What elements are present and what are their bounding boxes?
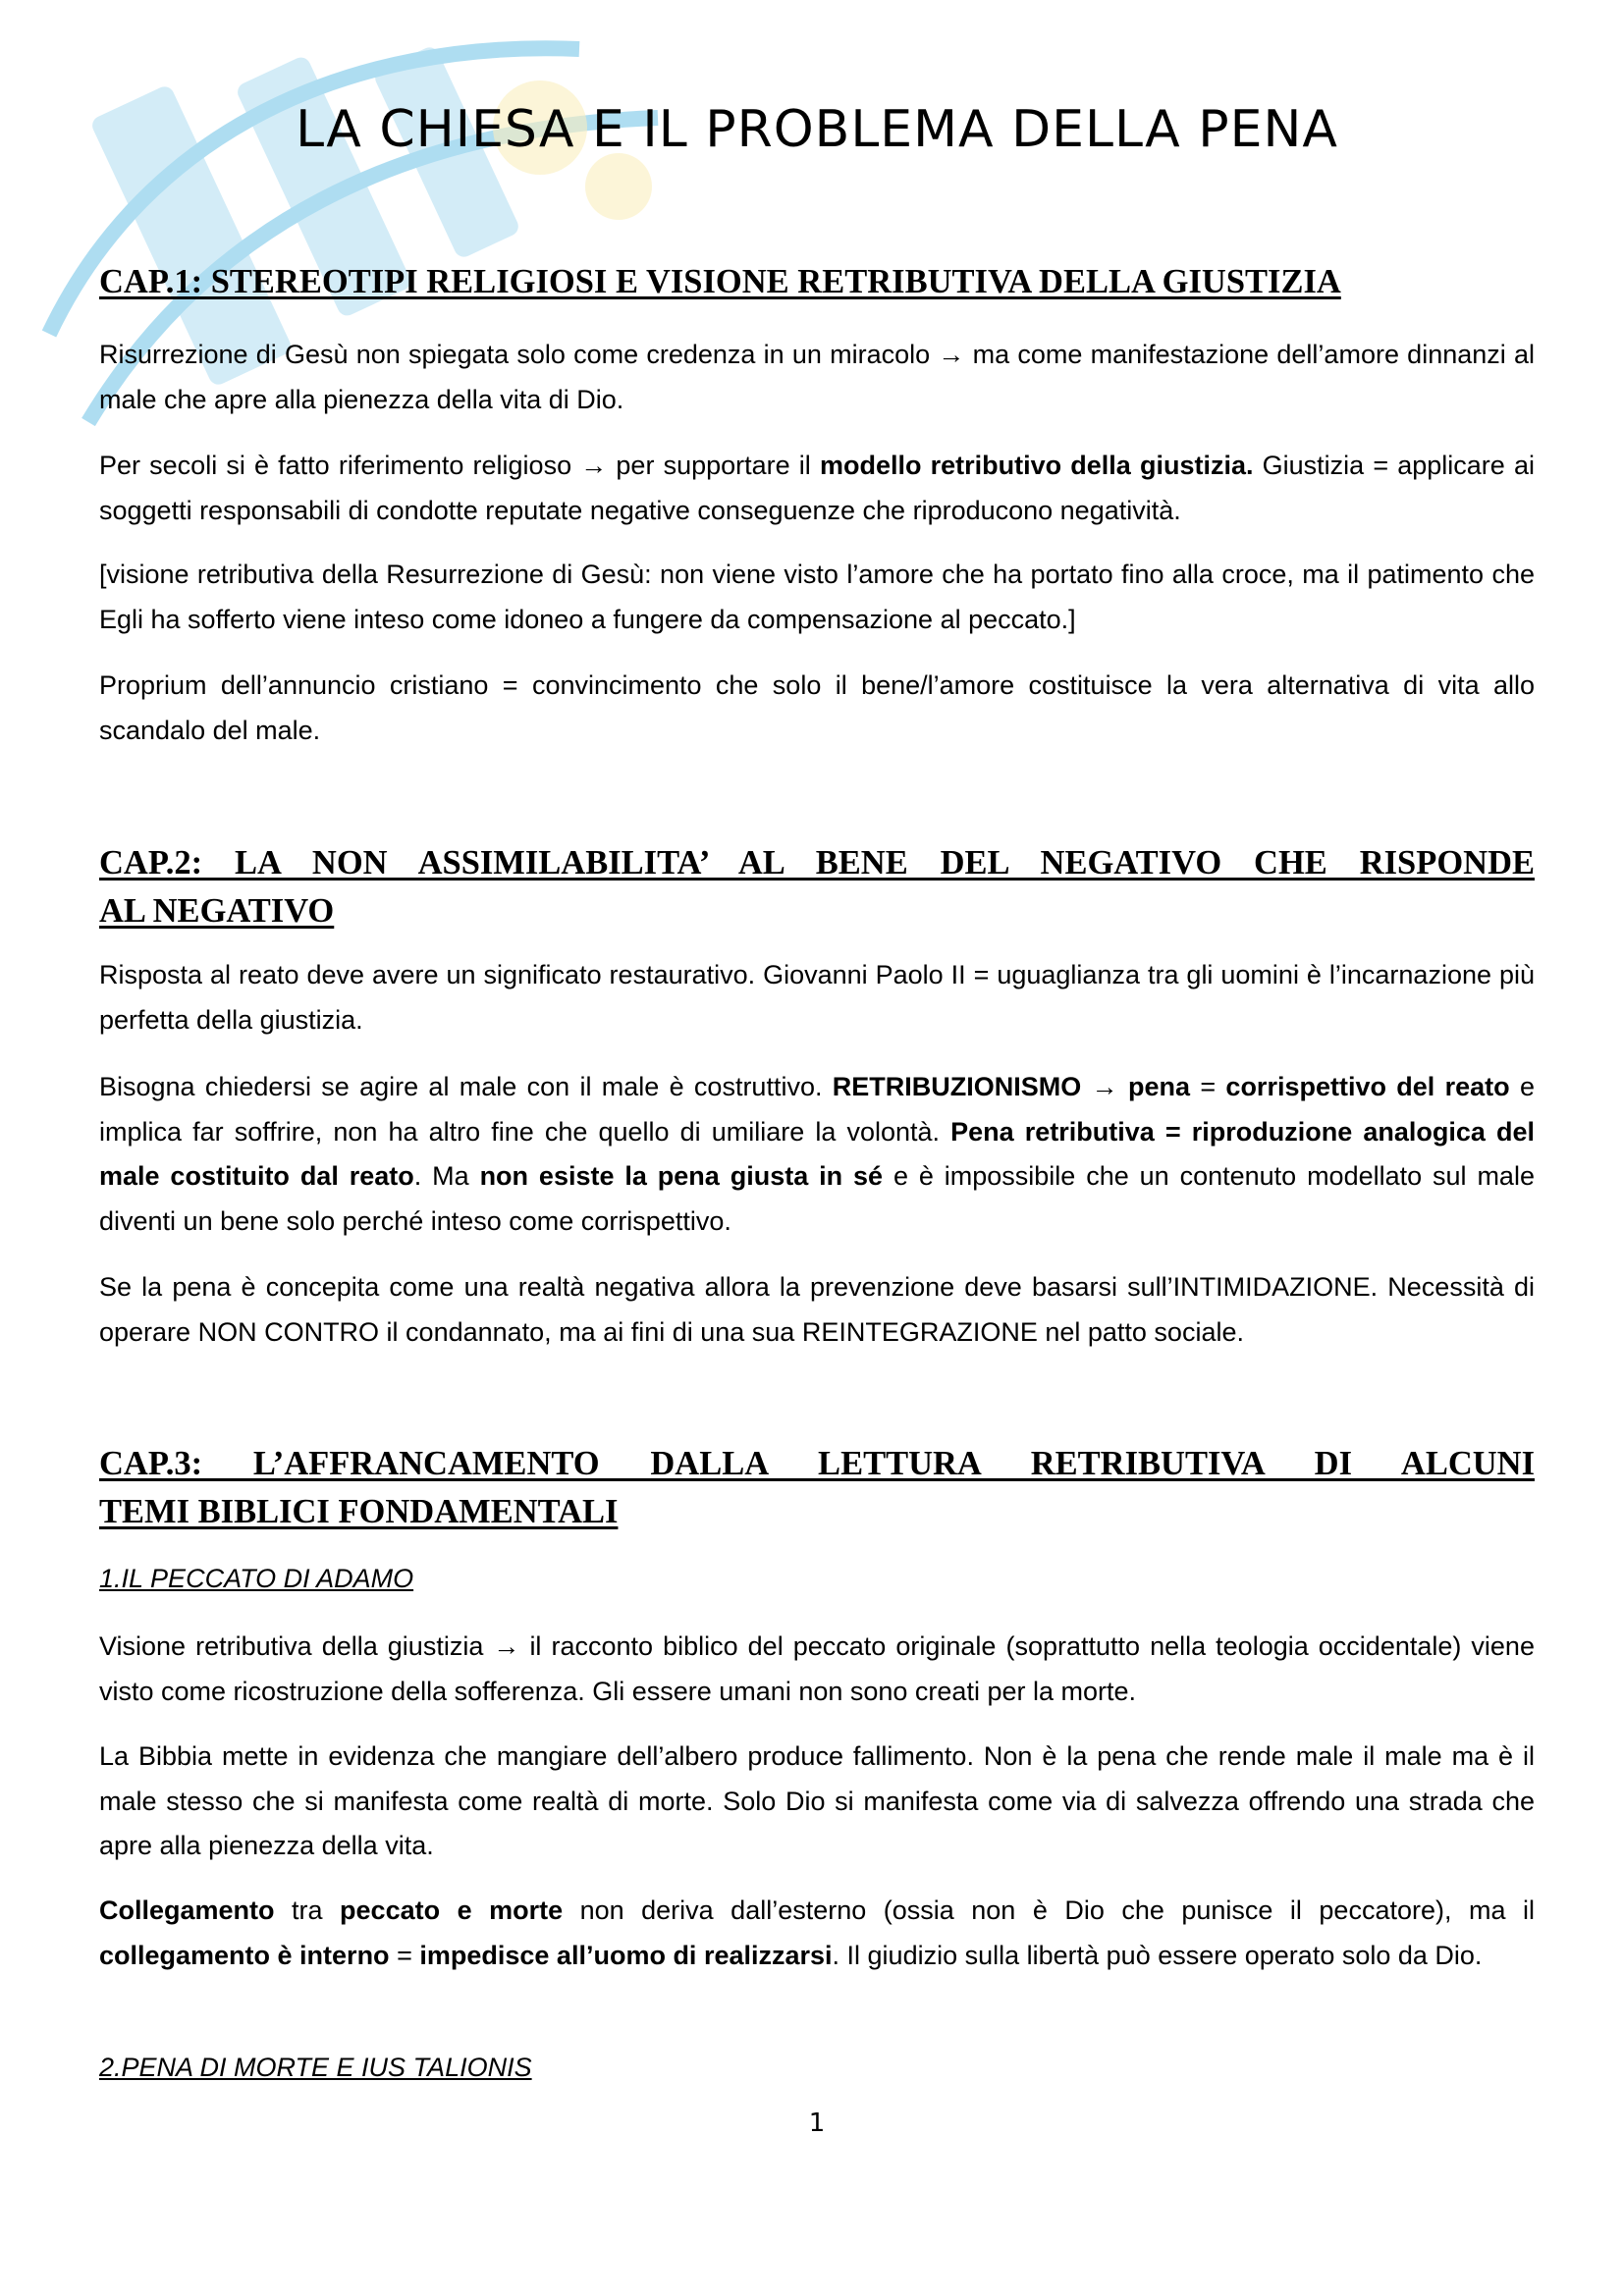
cap2-paragraph-3: Se la pena è concepita come una realtà negativa allora la prevenzione deve basarsi sull’INTIMIDAZIONE. Necessità di operare NON CONTRO il condannato, ma ai fini di una sua REINTEGRAZIONE nel patto sociale. [99,1272,1535,1347]
cap2-paragraph-2: Bisogna chiedersi se agire al male con il male è costruttivo. RETRIBUZIONISMO → pena = corrispettivo del reato e implica far soffrire, non ha altro fine che quello di umiliare la volontà. Pena retributiva = riproduzione analogica del male costituito dal reato. Ma non esiste la pena giusta in sé e è impossibile che un contenuto modellato sul male diventi un bene solo perché inteso come corrispettivo. [99,1072,1535,1236]
cap3-subheading-1: 1.IL PECCATO DI ADAMO [99,1564,414,1593]
arrow-right-icon: → [580,451,608,480]
cap2-paragraph-1: Risposta al reato deve avere un significato restaurativo. Giovanni Paolo II = uguaglianza tra gli uomini è l’incarnazione più perfetta della giustizia. [99,960,1535,1035]
page-number: 1 [808,2109,826,2138]
cap1-heading: CAP.1: STEREOTIPI RELIGIOSI E VISIONE RETRIBUTIVA DELLA GIUSTIZIA [99,263,1341,300]
cap3-paragraph-3: Collegamento tra peccato e morte non deriva dall’esterno (ossia non è Dio che punisce il peccatore), ma il collegamento è interno = impedisce all’uomo di realizzarsi. Il giudizio sulla libertà può essere operato solo da Dio. [99,1896,1535,1970]
cap2-heading: CAP.2: LA NON ASSIMILABILITA’ AL BENE DEL NEGATIVO CHE RISPONDE AL NEGATIVO [99,844,1535,930]
cap1-paragraph-4: Proprium dell’annuncio cristiano = convincimento che solo il bene/l’amore costituisce la vera alternativa di vita allo scandalo del male. [99,670,1535,745]
arrow-right-icon: → [493,1631,520,1661]
cap3-subheading-2: 2.PENA DI MORTE E IUS TALIONIS [99,2053,532,2082]
cap3-heading: CAP.3: L’AFFRANCAMENTO DALLA LETTURA RETRIBUTIVA DI ALCUNI TEMI BIBLICI FONDAMENTALI [99,1445,1535,1530]
cap1-paragraph-2: Per secoli si è fatto riferimento religioso → per supportare il modello retributivo della giustizia. Giustizia = applicare ai soggetti responsabili di condotte reputate negative conseguenze che riproducono negatività. [99,451,1535,525]
cap1-paragraph-3: [visione retributiva della Resurrezione di Gesù: non viene visto l’amore che ha portato fino alla croce, ma il patimento che Egli ha sofferto viene inteso come idoneo a fungere da compensazione al peccato.] [99,560,1535,634]
document-title: LA CHIESA E IL PROBLEMA DELLA PENA [296,100,1338,159]
arrow-right-icon: → [938,340,965,369]
cap3-paragraph-2: La Bibbia mette in evidenza che mangiare dell’albero produce fallimento. Non è la pena che rende male il male ma è il male stesso che si manifesta come realtà di morte. Solo Dio si manifesta come via di salvezza offrendo una strada che apre alla pienezza della vita. [99,1741,1535,1860]
cap1-paragraph-1: Risurrezione di Gesù non spiegata solo come credenza in un miracolo → ma come manifestazione dell’amore dinnanzi al male che apre alla pienezza della vita di Dio. [99,340,1535,414]
cap3-paragraph-1: Visione retributiva della giustizia → il racconto biblico del peccato originale (soprattutto nella teologia occidentale) viene visto come ricostruzione della sofferenza. Gli essere umani non sono creati per la morte. [99,1631,1535,1706]
arrow-right-icon: → [1091,1072,1118,1101]
